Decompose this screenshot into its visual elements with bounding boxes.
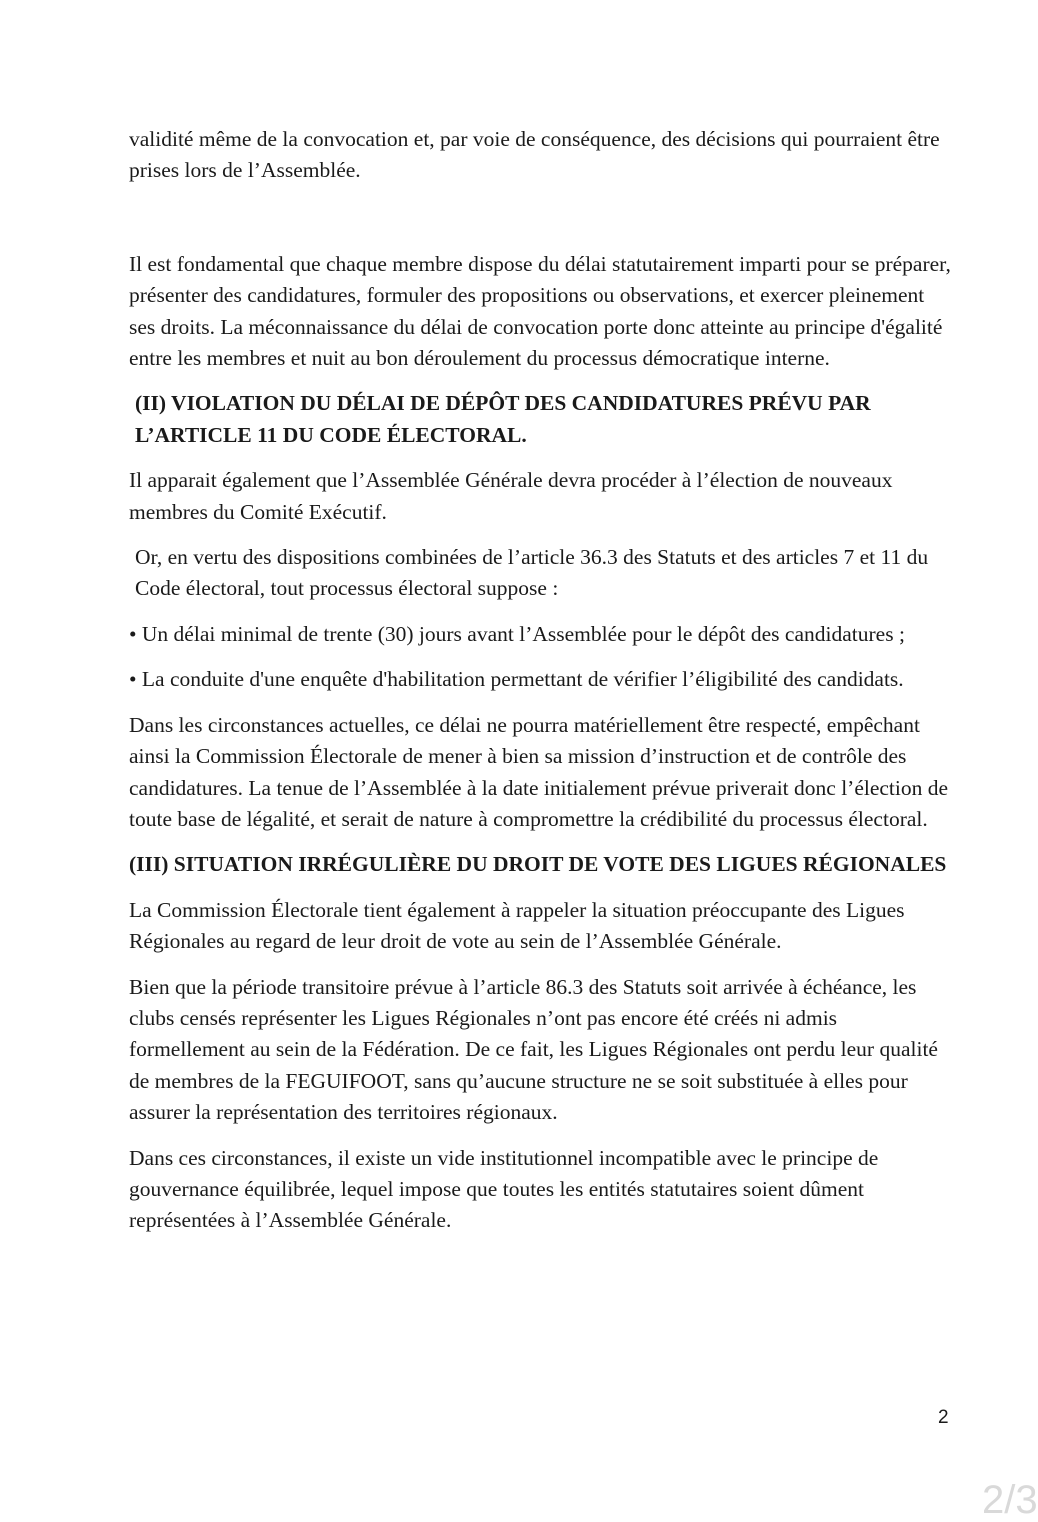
page-number: 2 [938, 1407, 949, 1428]
bullet-item-deadline: • Un délai minimal de trente (30) jours avant l’Assemblée pour le dépôt des candidatures ; [129, 621, 905, 646]
paragraph-regional-leagues: La Commission Électorale tient également à rappeler la situation préoccupante des Ligues Régionales au regard de leur droit de vote au sein de l’Assemblée Générale. [129, 897, 905, 954]
paragraph-election-executive: Il apparait également que l’Assemblée Générale devra procéder à l’élection de nouveaux membres du Comité Exécutif. [129, 468, 893, 524]
paragraph-electoral-process: Or, en vertu des dispositions combinées de l’article 36.3 des Statuts et des articles 7 et 11 du Code électoral, tout processus électoral suppose : [135, 545, 929, 601]
paragraph-statutory-delay: Il est fondamental que chaque membre dispose du délai statutairement imparti pour se préparer, présenter des candidatures, formuler des propositions ou observations, et exercer pleinement ses droits. La méconnaissance du délai de convocation porte donc atteinte au principe d'égalité entre les membres et nuit au bon déroulement du processus démocratique interne. [129, 251, 951, 371]
section-heading-2: (II) VIOLATION DU DÉLAI DE DÉPÔT DES CANDIDATURES PRÉVU PAR L’ARTICLE 11 DU CODE ÉLECTORAL. [135, 391, 871, 447]
paragraph-convocation-validity: validité même de la convocation et, par voie de conséquence, des décisions qui pourraient être prises lors de l’Assemblée. [129, 127, 940, 183]
section-heading-3: (III) SITUATION IRRÉGULIÈRE DU DROIT DE VOTE DES LIGUES RÉGIONALES [129, 852, 947, 877]
paragraph-institutional-void: Dans ces circonstances, il existe un vide institutionnel incompatible avec le principe de gouvernance équilibrée, lequel impose que toutes les entités statutaires soient dûment représentées à l’Assemblée Générale. [129, 1145, 879, 1233]
paragraph-transitional-period: Bien que la période transitoire prévue à l’article 86.3 des Statuts soit arrivée à échéance, les clubs censés représenter les Ligues Régionales n’ont pas encore été créés ni admis formellement au sein de la Fédération. De ce fait, les Ligues Régionales ont perdu leur qualité de membres de la FEGUIFOOT, sans qu’aucune structure ne se soit substituée à elles pour assurer la représentation des territoires régionaux. [129, 974, 938, 1125]
bullet-item-investigation: • La conduite d'une enquête d'habilitation permettant de vérifier l’éligibilité des candidats. [129, 667, 904, 692]
document-body [129, 124, 954, 1237]
paragraph-current-circumstances: Dans les circonstances actuelles, ce délai ne pourra matériellement être respecté, empêchant ainsi la Commission Électorale de mener à bien sa mission d’instruction et de contrôle des candidatures. La tenue de l’Assemblée à la date initialement prévue priverait donc l’élection de toute base de légalité, et serait de nature à compromettre la crédibilité du processus électoral. [129, 712, 949, 831]
page-counter-mark: 2/3 [982, 1478, 1038, 1522]
